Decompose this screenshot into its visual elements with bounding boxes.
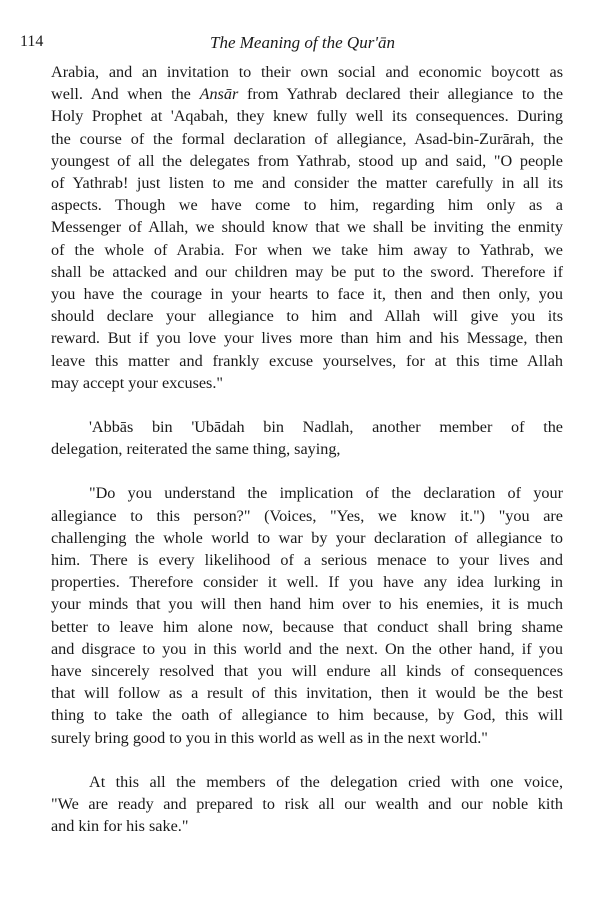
text-line: leave this matter and frankly excuse yourselves, for at this time Allah [51,351,563,370]
paragraph-3 [51,482,563,748]
body-text [51,61,563,838]
paragraph-4 [51,771,563,838]
page-number: 114 [20,33,44,50]
text-line: youngest of all the delegates from Yathrab, stood up and said, "O people [51,151,563,170]
text-line: may accept your excuses." [51,373,224,392]
running-head: The Meaning of the Qur'ān [210,33,395,52]
text-line: At this all the members of the delegation cried with one voice, [89,772,563,791]
text-line: and disgrace to you in this world and the next. On the other hand, if you [51,639,563,658]
text-line: properties. Therefore consider it well. If you have any idea lurking in [51,573,563,592]
text-line: thing to take the oath of allegiance to him because, by God, this will [51,706,563,725]
text-line: him. There is every likelihood of a serious menace to your lives and [51,551,563,570]
text-line: Arabia, and an invitation to their own social and economic boycott as [51,63,563,81]
text-line: Messenger of Allah, we should know that we shall be inviting the enmity [51,218,563,237]
text-line: have sincerely resolved that you will endure all kinds of consequences [51,662,563,681]
text-line: reward. But if you love your lives more than him and his Message, then [51,329,563,348]
text-line: allegiance to this person?" (Voices, "Yes, we know it.") "you are [51,506,563,525]
text-line: that will follow as a result of this invitation, then it would be the best [51,684,563,703]
text-line: shall be attacked and our children may be put to the sword. Therefore if [51,262,563,281]
text-line: aspects. Though we have come to him, regarding him only as a [51,196,563,215]
text-line: and kin for his sake." [51,817,189,836]
text-line: delegation, reiterated the same thing, saying, [51,440,341,459]
text-line: of the whole of Arabia. For when we take him away to Yathrab, we [51,240,563,259]
text-line: challenging the whole world to war by your declaration of allegiance to [51,528,563,547]
paragraph-1 [51,61,563,394]
paragraph-2 [51,416,563,460]
text-line: "We are ready and prepared to risk all our wealth and our noble kith [51,795,563,814]
text-line: better to leave him alone now, because that conduct shall bring shame [51,617,563,636]
text-line: of Yathrab! just listen to me and consider the matter carefully in all its [51,174,563,193]
text-line: Holy Prophet at 'Aqabah, they knew fully well its consequences. During [51,107,563,126]
text-line: "Do you understand the implication of the declaration of your [89,484,563,503]
text-line: you have the courage in your hearts to face it, then and then only, you [51,285,563,304]
text-line: the course of the formal declaration of allegiance, Asad-bin-Zurārah, the [51,129,563,148]
text-line: your minds that you will then hand him over to his enemies, it is much [51,595,563,614]
text-line: should declare your allegiance to him and Allah will give you its [51,307,563,326]
text-line: well. And when the Ansār from Yathrab declared their allegiance to the [51,85,563,104]
text-line: 'Abbās bin 'Ubādah bin Nadlah, another member of the [89,418,563,437]
text-line: surely bring good to you in this world as well as in the next world." [51,728,488,747]
